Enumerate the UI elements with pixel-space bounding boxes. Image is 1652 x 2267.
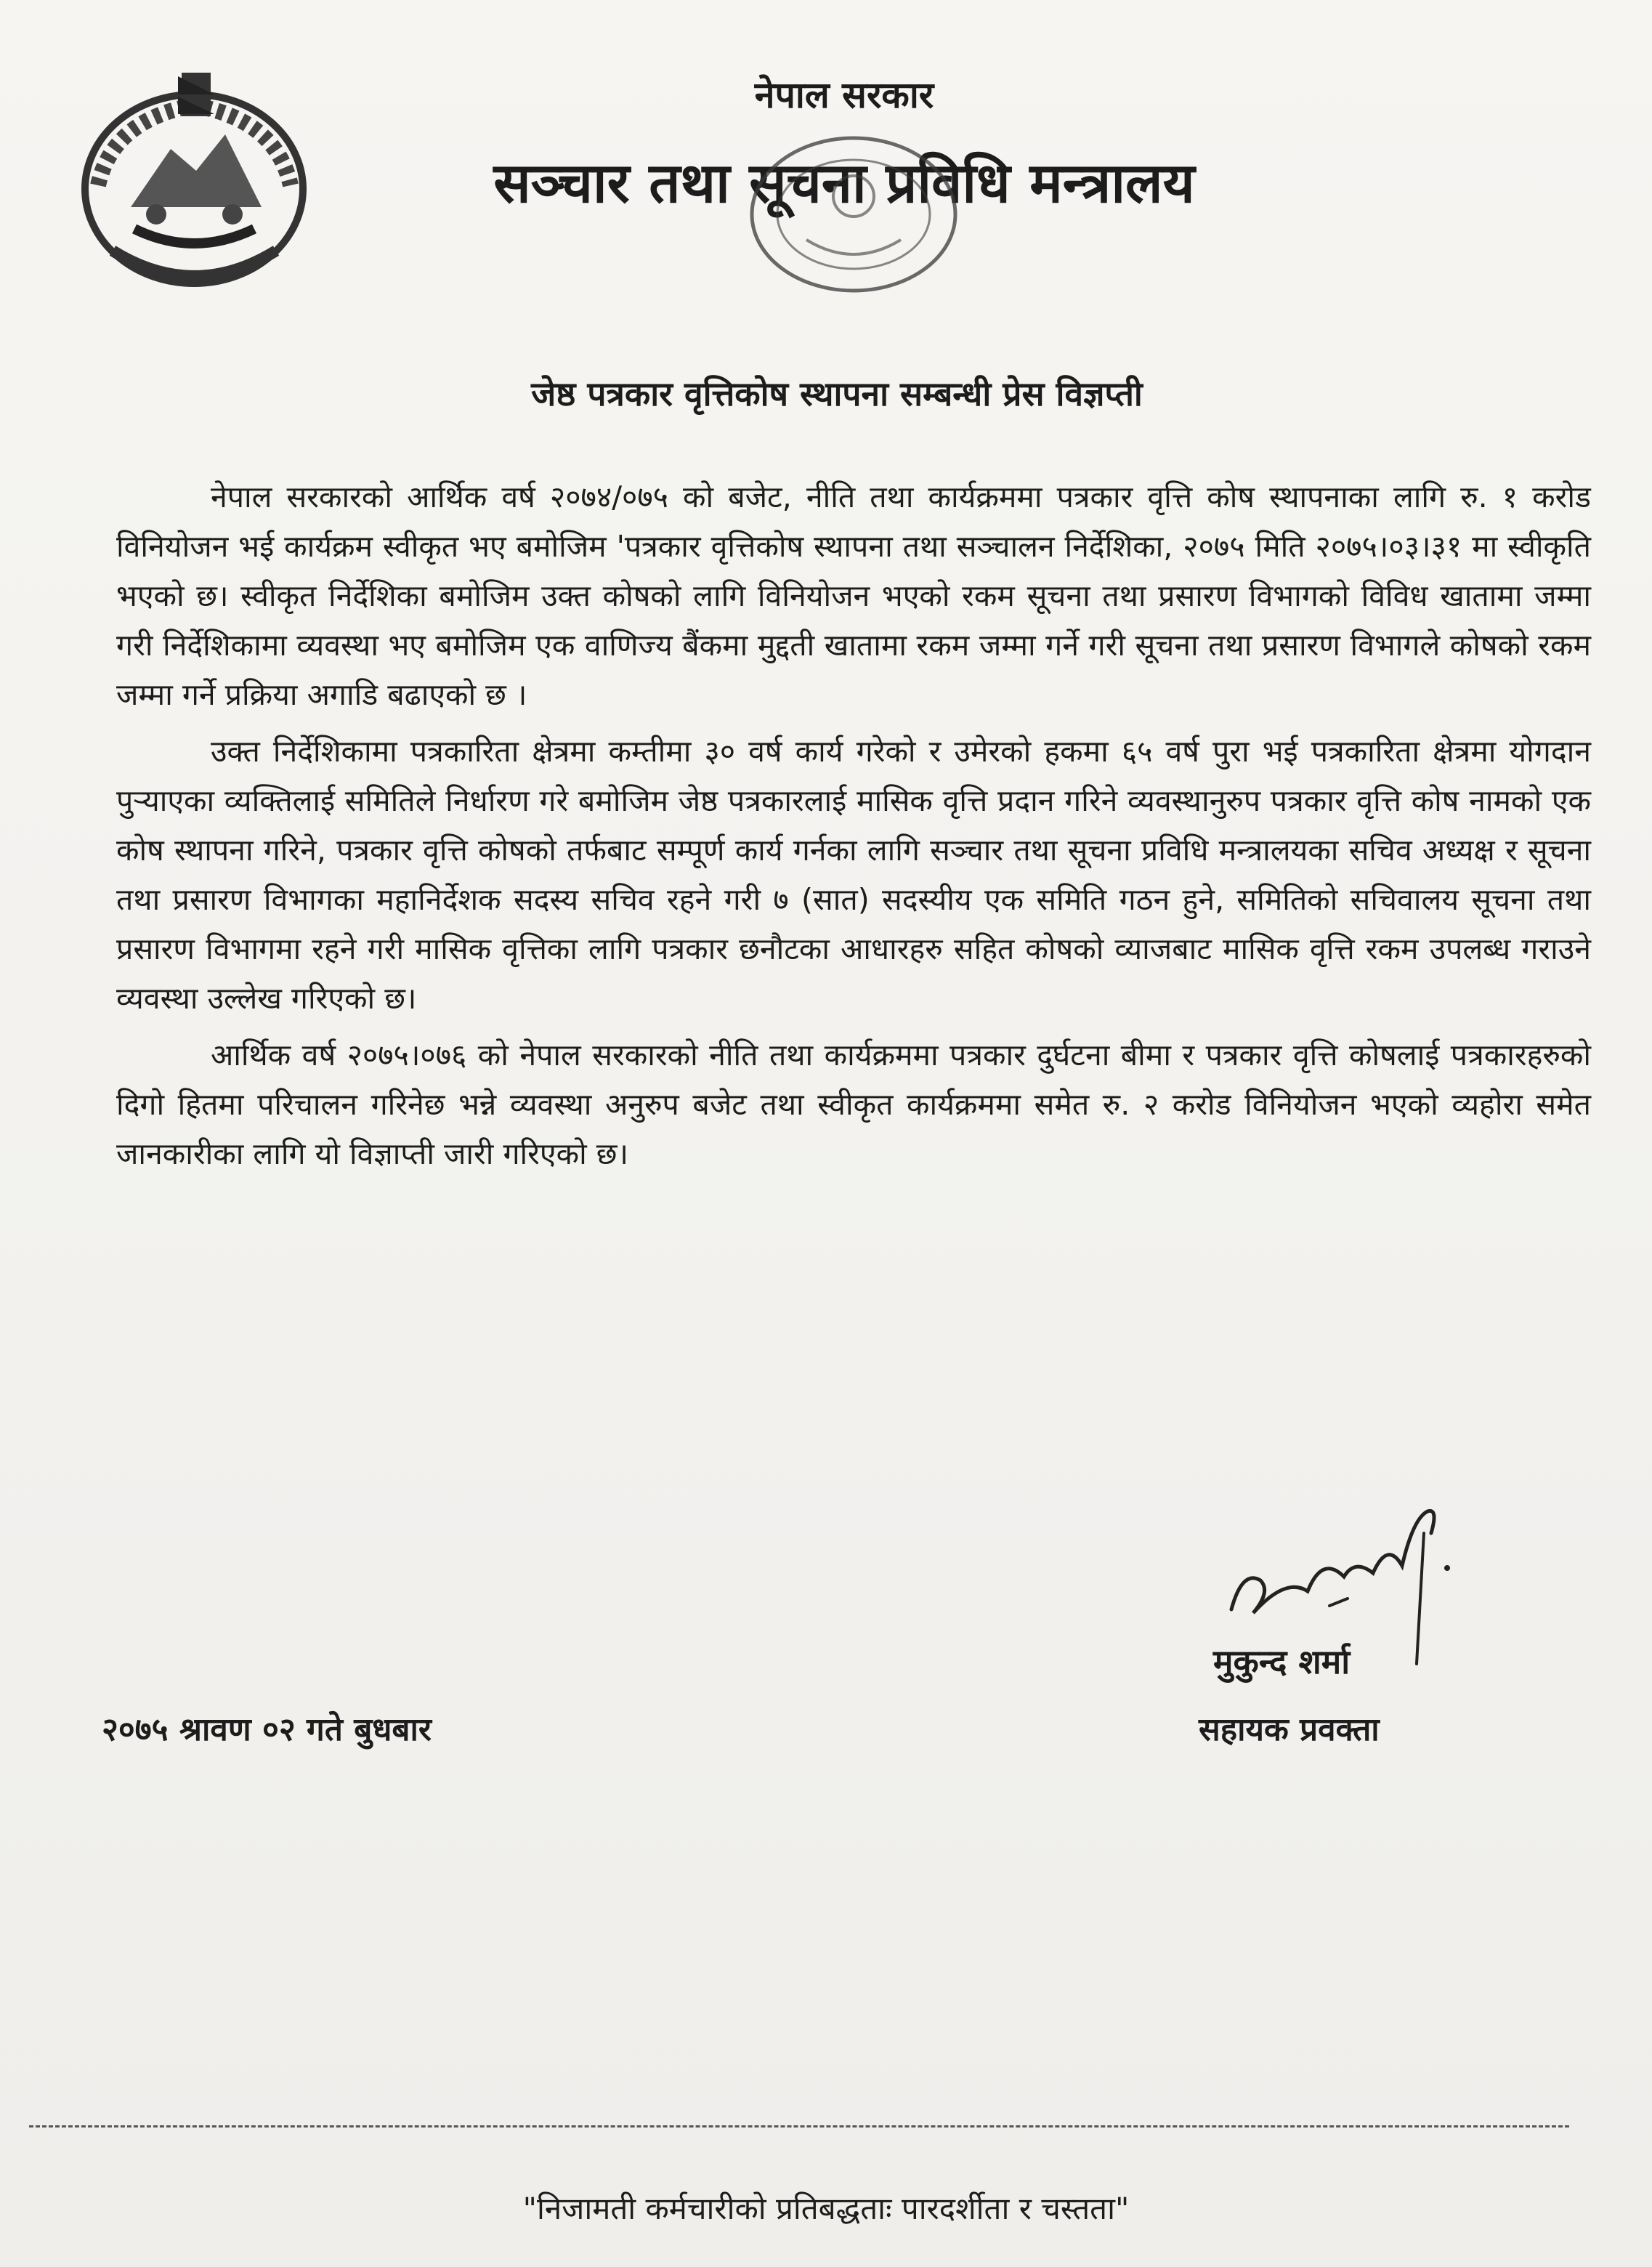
signatory-title: सहायक प्रवक्ता <box>1199 1711 1380 1748</box>
footer-divider <box>29 2125 1569 2127</box>
signatory-name: मुकुन्द शर्मा <box>1213 1642 1351 1681</box>
official-stamp-icon <box>734 124 973 305</box>
paragraph-1: नेपाल सरकारको आर्थिक वर्ष २०७४/०७५ को बजेट, नीति तथा कार्यक्रममा पत्रकार वृत्ति कोष स्थापनाका लागि रु. १ करोड विनियोजन भई कार्यक्रम स्वीकृत भए बमोजिम 'पत्रकार वृत्तिकोष स्थापना तथा सञ्चालन निर्देशिका, २०७५ मिति २०७५।०३।३१ मा स्वीकृति भएको छ। स्वीकृत निर्देशिका बमोजिम उक्त कोषको लागि विनियोजन भएको रकम सूचना तथा प्रसारण विभागको विविध खातामा जम्मा गरी निर्देशिकामा व्यवस्था भए बमोजिम एक वाणिज्य बैंकमा मुद्दती खातामा रकम जम्मा गर्ने गरी सूचना तथा प्रसारण विभागले कोषको रकम जम्मा गर्ने प्रक्रिया अगाडि बढाएको छ । <box>116 480 1591 712</box>
footer-slogan: "निजामती कर्मचारीको प्रतिबद्धताः पारदर्शीता र चस्तता" <box>522 2191 1130 2226</box>
notice-body <box>116 472 1591 1186</box>
paragraph-3: आर्थिक वर्ष २०७५।०७६ को नेपाल सरकारको नीति तथा कार्यक्रममा पत्रकार दुर्घटना बीमा र पत्रकार वृत्ति कोषलाई पत्रकारहरुको दिगो हितमा परिचालन गरिनेछ भन्ने व्यवस्था अनुरुप बजेट तथा स्वीकृत कार्यक्रममा समेत रु. २ करोड विनियोजन भएको व्यहोरा समेत जानकारीका लागि यो विज्ञाप्ती जारी गरिएको छ। <box>116 1038 1591 1171</box>
ministry-heading: सञ्चार तथा सूचना प्रविधि मन्त्रालय <box>493 150 1195 215</box>
notice-subject: जेष्ठ पत्रकार वृत्तिकोष स्थापना सम्बन्धी प्रेस विज्ञप्ती <box>531 374 1143 413</box>
issue-date: २०७५ श्रावण ०२ गते बुधबार <box>102 1711 432 1748</box>
government-heading: नेपाल सरकार <box>754 74 934 116</box>
paragraph-2: उक्त निर्देशिकामा पत्रकारिता क्षेत्रमा कम्तीमा ३० वर्ष कार्य गरेको र उमेरको हकमा ६५ वर्ष पुरा भई पत्रकारिता क्षेत्रमा योगदान पुऱ्याएका व्यक्तिलाई समितिले निर्धारण गरे बमोजिम जेष्ठ पत्रकारलाई मासिक वृत्ति प्रदान गरिने व्यवस्थानुरुप पत्रकार वृत्ति कोष नामको एक कोष स्थापना गरिने, पत्रकार वृत्ति कोषको तर्फबाट सम्पूर्ण कार्य गर्नका लागि सञ्चार तथा सूचना प्रविधि मन्त्रालयका सचिव अध्यक्ष र सूचना तथा प्रसारण विभागका महानिर्देशक सदस्य सचिव रहने गरी ७ (सात) सदस्यीय एक समिति गठन हुने, समितिको सचिवालय सूचना तथा प्रसारण विभागमा रहने गरी मासिक वृत्तिका लागि पत्रकार छनौटका आधारहरु सहित कोषको व्याजबाट मासिक वृत्ति रकम उपलब्ध गराउने व्यवस्था उल्लेख गरिएको छ। <box>116 734 1591 1016</box>
